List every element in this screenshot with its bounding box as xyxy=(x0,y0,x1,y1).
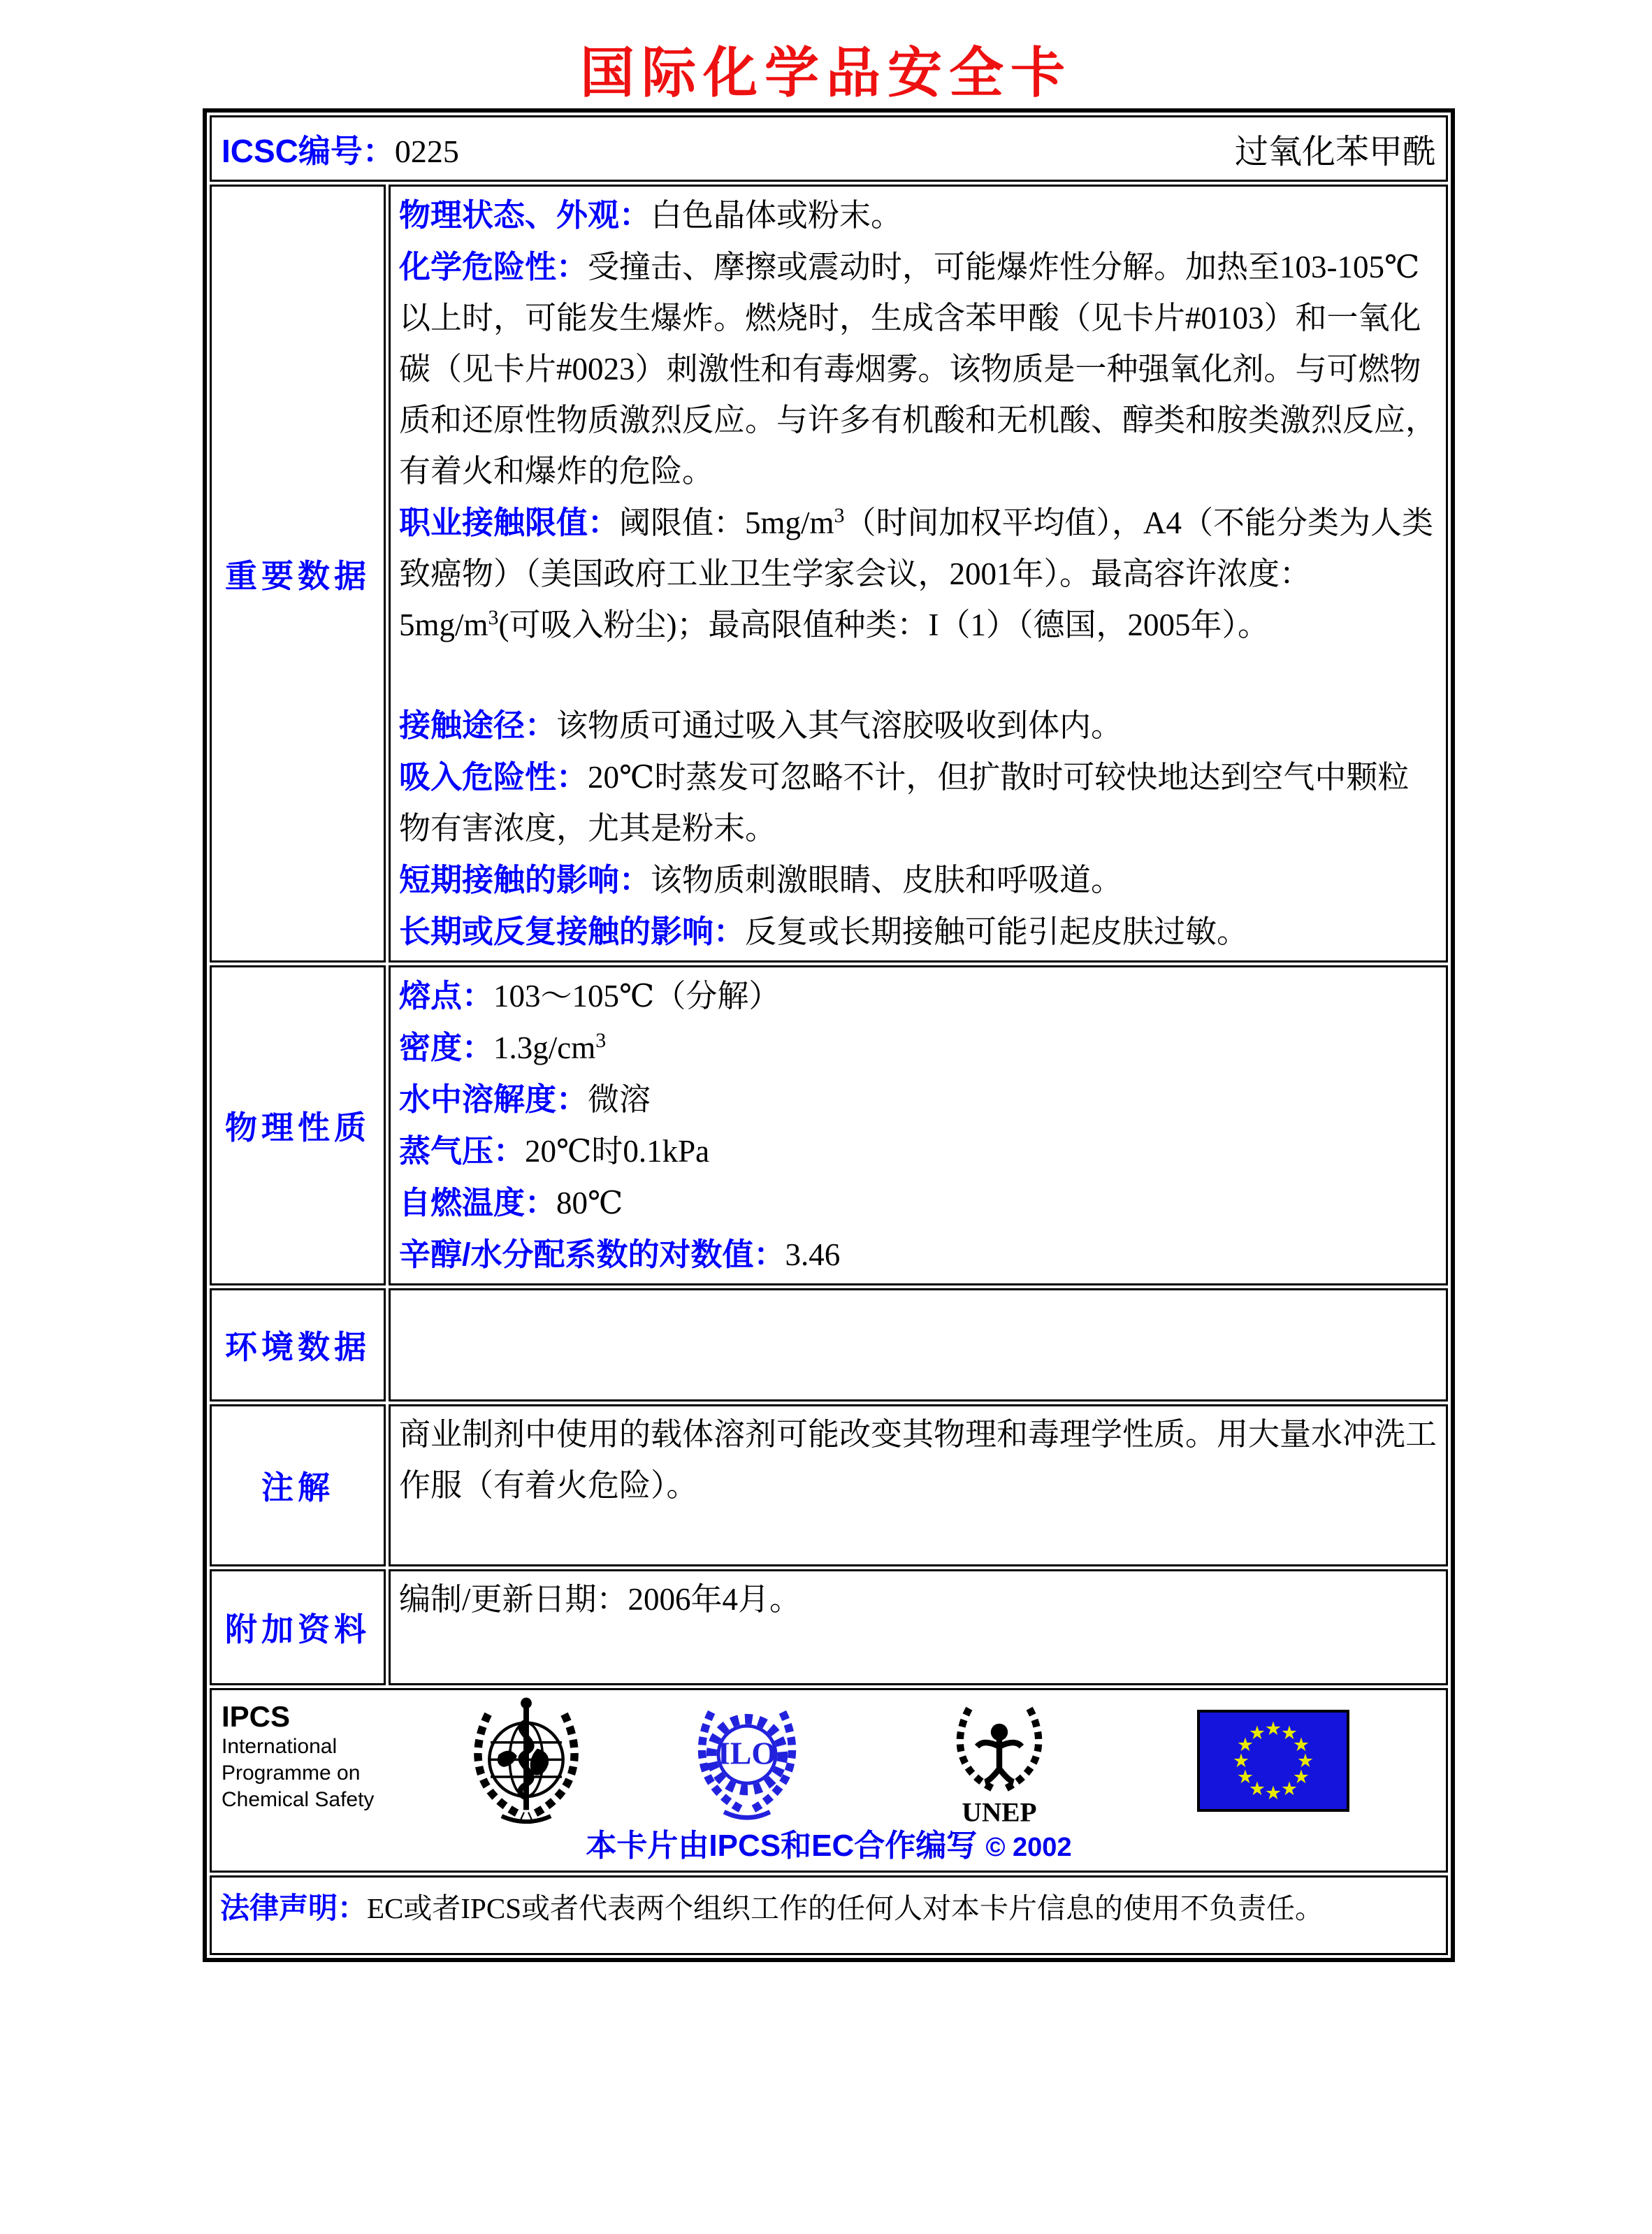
footer-cell xyxy=(210,1688,1448,1873)
legal-row xyxy=(210,1875,1448,1955)
section-label-additional-info: 附加资料 xyxy=(210,1569,386,1685)
who-logo-icon xyxy=(465,1696,588,1827)
vapor-pressure-line: 蒸气压：20℃时0.1kPa xyxy=(399,1133,710,1169)
environmental-data-content xyxy=(389,1288,1448,1401)
footer-logos-row xyxy=(210,1688,1448,1873)
section-label-physical-properties: 物理性质 xyxy=(210,965,386,1285)
svg-text:★: ★ xyxy=(1280,1722,1298,1744)
chemical-name: 过氧化苯甲酰 xyxy=(1234,134,1436,171)
occupational-exposure-line: 职业接触限值：阈限值：$5mg/m^3$（时间加权平均值），A4（不能分类为人类致癌物）（美国政府工业卫生学家会议，2001年）。最高容许浓度：$5mg/m^3$(可吸入粉尘)；最高限值种类：I（1）（德国，2005年）。 xyxy=(399,504,1434,642)
physical-properties-row xyxy=(210,965,1448,1285)
section-label-important-data: 重要数据 xyxy=(210,185,386,963)
header-row xyxy=(210,115,1448,182)
svg-text:★: ★ xyxy=(1236,1766,1254,1788)
svg-text:★: ★ xyxy=(1248,1778,1266,1800)
icsc-number: 0225 xyxy=(394,133,459,169)
inhalation-risk-line: 吸入危险性：20℃时蒸发可忽略不计，但扩散时可较快地达到空气中颗粒物有害浓度，尤其是粉末。 xyxy=(399,759,1410,846)
svg-text:★: ★ xyxy=(1232,1750,1250,1772)
autoignition-line: 自燃温度：80℃ xyxy=(399,1185,623,1220)
copyright: © 2002 xyxy=(985,1833,1072,1862)
section-label-notes: 注解 xyxy=(210,1404,386,1566)
ipcs-block: IPCS International Programme on Chemical Safety xyxy=(222,1700,375,1811)
notes-row xyxy=(210,1404,1448,1566)
additional-info-content: 编制/更新日期：2006年4月。 xyxy=(389,1569,1448,1685)
physical-properties-content xyxy=(389,965,1448,1285)
header-cell xyxy=(210,115,1448,182)
environmental-data-row xyxy=(210,1288,1448,1401)
svg-text:★: ★ xyxy=(1264,1718,1282,1740)
legal-statement: 法律声明：EC或者IPCS或者代表两个组织工作的任何人对本卡片信息的使用不负责任。 xyxy=(220,1891,1324,1924)
water-solubility-line: 水中溶解度：微溶 xyxy=(399,1081,651,1117)
svg-text:ILO: ILO xyxy=(717,1735,777,1771)
important-data-row xyxy=(210,185,1448,963)
safety-card-table xyxy=(203,108,1455,1962)
melting-point-line: 熔点：103～105℃（分解） xyxy=(399,978,781,1014)
icsc-number-group xyxy=(222,126,459,172)
physical-state-line: 物理状态、外观：白色晶体或粉末。 xyxy=(399,197,903,233)
density-line: 密度：$1.3g/cm^3$ xyxy=(399,1029,607,1065)
ipcs-acronym: IPCS xyxy=(222,1700,291,1733)
icsc-label: ICSC编号： xyxy=(222,132,395,169)
exposure-routes-line: 接触途径：该物质可通过吸入其气溶胶吸收到体内。 xyxy=(399,707,1123,743)
section-label-environmental-data: 环境数据 xyxy=(210,1288,386,1401)
page-title: 国际化学品安全卡 xyxy=(579,42,1072,103)
svg-text:★: ★ xyxy=(1236,1734,1254,1756)
credit-line: 本卡片由IPCS和EC合作编写 © 2002 xyxy=(586,1829,1072,1863)
legal-cell xyxy=(210,1875,1448,1955)
svg-text:★: ★ xyxy=(1280,1778,1298,1800)
long-term-effects-line: 长期或反复接触的影响：反复或长期接触可能引起皮肤过敏。 xyxy=(399,914,1249,949)
notes-content: 商业制剂中使用的载体溶剂可能改变其物理和毒理学性质。用大量水冲洗工作服（有着火危险）。 xyxy=(389,1404,1448,1566)
svg-text:★: ★ xyxy=(1292,1766,1310,1788)
chemical-danger-line: 化学危险性：受撞击、摩擦或震动时，可能爆炸性分解。加热至103-105℃以上时，可能发生爆炸。燃烧时，生成含苯甲酸（见卡片#0103）和一氧化碳（见卡片#0023）刺激性和有毒烟雾。该物质是一种强氧化剂。与可燃物质和还原性物质激烈反应。与许多有机酸和无机酸、醇类和胺类激烈反应，有着火和爆炸的危险。 xyxy=(399,249,1437,489)
svg-text:★: ★ xyxy=(1248,1722,1266,1744)
svg-text:★: ★ xyxy=(1292,1734,1310,1756)
short-term-effects-line: 短期接触的影响：该物质刺激眼睛、皮肤和呼吸道。 xyxy=(399,862,1123,898)
additional-info-row xyxy=(210,1569,1448,1685)
important-data-content xyxy=(389,185,1448,963)
unep-logo-icon xyxy=(947,1697,1052,1830)
svg-text:UNEP: UNEP xyxy=(962,1796,1037,1828)
svg-text:★: ★ xyxy=(1296,1750,1314,1772)
logp-line: 辛醇/水分配系数的对数值：3.46 xyxy=(399,1237,841,1272)
eu-flag-icon xyxy=(1197,1710,1349,1812)
ilo-logo-icon xyxy=(690,1697,804,1826)
svg-text:★: ★ xyxy=(1264,1782,1282,1804)
